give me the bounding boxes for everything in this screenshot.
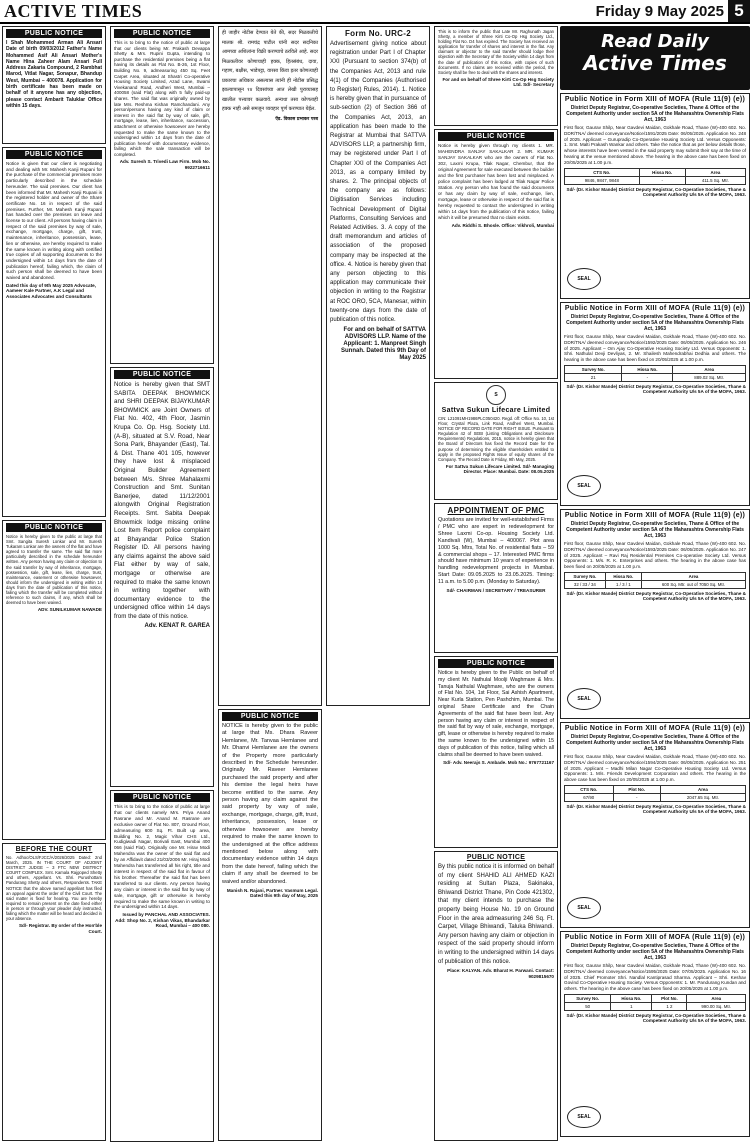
column-1: [2, 26, 106, 1144]
notice-title: PUBLIC NOTICE: [114, 793, 210, 802]
table-cell: -: [613, 793, 660, 801]
table-cell: -: [622, 373, 673, 381]
notice-body: This is to bring to the notice of public at large that our clients being Mr. Prakash Devappa Shetty & Mrs. Rupini Gupta, intending to purchase the residential premises being a flat having its details as Flat No. B-26, 1st Floor, Building No. 9, admeasuring 450 Sq. Feet Carpet Area, situated at Shastri Co-operative Housing Society Limited, Azad Lane, Swami Vivekanand Road, Andheri West, Mumbai – 400058 (said Flat) along with 5 fully paid-up shares. The said flat was originally owned by late Mrs. Reshma Kishan Ramchandani. Any person/persons having any kind of claim or interest in the said flat by way of sale, gift, mortgage, lease, lien, inheritance, succession, attachment or otherwise howsoever are hereby requested to make the same known to the undersigned within 14 days from the date of publication hereof with documentary evidence, failing which the sale transaction will be completed.: [114, 40, 210, 157]
column-6: [560, 26, 750, 1144]
notice-signature: Sd/- (Dr. Kishor Mande) District Deputy Registrar, Co-Operative Societies, Thane & Competent Authority U/s 5A of the MOFA, 1963.: [566, 803, 746, 815]
table-header: Area: [687, 994, 746, 1002]
notice-signature: Manish N. Rajani, Partner. Vasmum Legal. Dated this 9th day of May, 2025: [226, 887, 318, 899]
page-number: 5: [728, 0, 750, 22]
notice-body: No. Adhoc/OLS/FJCC/A/2026/2025 Dated: 2nd March, 2025. IN THE COURT OF ADJOINT DISTRICT JUDGE – 3 FTC NEW DISTRICT COURT COMPLEX. Smt. Kamala Rajgoped Shetty and others, Appellant. Vs. Shri. Purushottam Pandurang Shetty and others, Respondents. TAKE NOTICE that the above named appellant has filed an appeal against the order of the Civil Court. The said matter is fixed for hearing. You are hereby required to remain present on the date fixed either in person or through your pleader duly instructed, failing which the matter will be heard and decided in your absence.: [6, 855, 102, 922]
notice-signature: ADV. SUNILKUMAR NAWADE: [37, 607, 102, 613]
notice-title: Public Notice in Form XIII of MOFA (Rule 11(9) (e)): [564, 305, 746, 312]
notice-signature: Adv. Riddhi S. Bhosle. Office: Vikhroli, Mumbai: [451, 223, 554, 228]
table-cell: 2047.65 Sq. Mtr.: [660, 793, 745, 801]
table-header: Hissa No.: [611, 994, 652, 1002]
notice-marathi: [218, 26, 322, 706]
notice-body: Notice is hereby given through my clients 1. MR. MAHENDRA SANJAY SAKALKAR 2. MR. KUMAR SANJAY SAKALKAR who are the owners of Flat No. 302, Laxmi Krupa, Tilak Nagar, Chembur, that the original Agreement for sale executed between the builder and the first purchaser has been lost and misplaced. A police complaint has been lodged at Tilak Nagar Police Station. Any person who has found the said documents or has any claim by way of sale, exchange, lien, mortgage, lease or otherwise in respect of the said flat is hereby requested to contact the undersigned in writing within 14 days from the publication of this notice, failing which it will be presumed that no claim exists.: [438, 143, 554, 220]
official-seal-icon: SEAL: [567, 688, 601, 710]
notice-body: ही जाहीर नोटीस देण्यात येते की, सदर मिळकतीचे मालक श्री. रामचंद्र पाटील यांनी सदर सदनिका आमच्या अशिलांना विक्री करण्याचे ठरविले आहे. सदर मिळकतीवर कोणाचाही हक्क, हितसंबंध, दावा, गहाण, बक्षीस, भाडेपट्टा, वारसा किंवा इतर कोणत्याही प्रकारचा अधिकार असल्यास त्यांनी ही नोटीस प्रसिद्ध झाल्यापासून १४ दिवसांच्या आत लेखी पुराव्यासह खालील पत्त्यावर कळवावे. अन्यथा तसा कोणताही हक्क नाही असे समजून व्यवहार पूर्ण करण्यात येईल.: [222, 30, 318, 112]
notice-heading: District Deputy Registrar, Co-operative Societies, Thane & Office of the Competent Authority under section 5A of the Maharashtra Ownership Flats Act, 1963: [566, 314, 744, 332]
notice-rasrane-flat: [110, 790, 214, 1142]
notice-heading: District Deputy Registrar, Co-operative Societies, Thane & Office of the Competent Authority under section 5A of the Maharashtra Ownership Flats Act, 1963: [566, 734, 744, 752]
notice-title: Public Notice in Form XIII of MOFA (Rule 11(9) (e)): [564, 96, 746, 103]
notice-lost-agreement: [110, 367, 214, 787]
notice-signature: Sd/- (Dr. Kishor Mande) District Deputy Registrar, Co-Operative Societies, Thane & Competent Authority U/s 5A of the MOFA, 1963.: [566, 1012, 746, 1024]
official-seal-icon: SEAL: [567, 475, 601, 497]
table-cell: 411.5 Sq. Mtr.: [685, 176, 745, 184]
notice-title: PUBLIC NOTICE: [114, 370, 210, 379]
notice-body: Notice is hereby given that SMT SABITA DEEPAK BHOWMICK and SHRI DEEPAK BIJAYKUMAR BHOWMICK are Joint Owners of Flat No. 402, 4th Floor, Jasmin Krupa Co. Op. Hsg. Society Ltd. (A-B), situated at S.V. Road, Near Sona Park, Bhayander (East), Tal. & Dist. Thane 401 105, however they have lost & misplaced Original Builder Agreement between M/s. Shree Mahalaxmi Construction and Smt. Sunitan Banerjee, dated 11/12/2001 alongwith Original Registration Receipts. Smt. Sabita Deepak Bhowmick lodge missing online Lost Item Report police complaint at Bhayandar Police Station Register ID. All persons having any claims against the above said Flat either by way of sale, mortgage or otherwise are required to make the same known in writing together with documentary evidence to the undersigned office within 14 days from the date of this notice.: [114, 381, 210, 621]
notice-title: PUBLIC NOTICE: [222, 712, 318, 721]
notice-title: BEFORE THE COURT: [15, 846, 93, 853]
mofa-notice-3: [560, 509, 750, 719]
notice-title: Sattva Sukun Lifecare Limited: [441, 407, 551, 414]
notice-heading: District Deputy Registrar, Co-operative Societies, Thane & Office of the Competent Authority under section 5A of the Maharashtra Ownership Flats Act, 1963: [566, 943, 744, 961]
issue-date: Friday 9 May 2025: [595, 3, 724, 20]
notice-society-transfer: [434, 26, 558, 126]
table-header: Plot No.: [613, 785, 660, 793]
mofa-notice-2: [560, 302, 750, 506]
notice-body: NOTICE is hereby given to the public at large that Ms. Dhara Raveer Hemlanee, Mr. Tanvaa Hemlanee and Mr. Dhanvi Hemlanee are the owners of the Property more particularly described in the Schedule hereunder. Originally Mr. Raveer Hemlanee purchased the said property and after his demise the legal heirs have become entitled to the same. Any person having any claim against the said property by way of sale, exchange, mortgage, charge, gift, trust, inheritance, possession, lease or otherwise howsoever are hereby required to make the same known to the undersigned at the office address mentioned below along with documentary evidence within 14 days from the date hereof, failing which the claim if any shall be deemed to be waived and/or abandoned.: [222, 723, 318, 885]
mofa-notice-4: [560, 722, 750, 928]
table-header: Area: [685, 168, 745, 176]
notice-form-urc2: [326, 26, 430, 706]
table-header: Area: [673, 365, 746, 373]
notice-body: First floor, Gaurav Shilp, Near Gavdevi Maidan, Gokhale Road, Thane (W)-400 602. No. DDR/TNA/ deemed conveyance/Notice/1591/2025 Date: 06/05/2025. Application No. 248 of 2025. Applicant – Gurupradip Co-Operative Housing Society Ltd. Versus Opponents: 1. Smt. Malti Prakash Wankar and others. Take the notice that as per below details those, whose interests have been vested in the said property may submit their say at the time of hearing at the venue mentioned above. The hearing in the above case has been fixed on 20/05/2025 at 1.00 p.m.: [564, 125, 746, 165]
notice-title: Form No. URC-2: [345, 29, 411, 38]
notice-signature: Place: KALYAN. Adv. Bharat H. Parwani. Contact: 9029815670: [447, 968, 554, 979]
notice-signature: ऍड. विकास प्रभाकर परब: [275, 116, 318, 122]
table-header: Area: [641, 572, 745, 580]
notice-title: PUBLIC NOTICE: [438, 659, 554, 668]
table-cell: 1: [611, 1002, 652, 1010]
property-table: [564, 994, 746, 1011]
notice-commercial-premises: [2, 147, 106, 517]
mofa-notice-5: [560, 931, 750, 1137]
table-cell: 21: [565, 373, 622, 381]
notice-signature: Sd/- Adv. Neerajs S. Ambade. Mob No.: 9767721167: [443, 760, 554, 766]
notice-body: First floor, Gaurav Shilp, Near Gavdevi Maidan, Gokhale Road, Thane (W)-400 602. No. DDR/TNA/ deemed conveyance/Notice/1594/2025 Date: 06/05/2025. Application No. 251 of 2025. Applicant – Madhi Milan Nagar Co-Operative Housing Society Ltd. Versus Opponents: 1. M/s. Friends Development Corporation and others. The hearing in the above case has been fixed on 20/05/2025 at 1.00 p.m.: [564, 754, 746, 783]
newspaper-brand: ACTIVE TIMES: [4, 1, 143, 21]
notice-appointment-pmc: [434, 503, 558, 653]
table-cell: 990.00 Sq. Mtr.: [687, 1002, 746, 1010]
notice-body: Notice is hereby given to the public at large that Smt. Sangita Suresh Lonkar and Mr. Suresh Tukaram Lonkar are the owners of the flat and have agreed to transfer the same. The said flat more particularly described in the schedule hereunder written. Any person having any claim or objection to the said transfer by way of inheritance, mortgage, possession, sale, gift, lease, lien, charge, trust, maintenance, easement or otherwise howsoever, should inform the undersigned in writing within 14 days from the date of publication of this notice, failing which the transfer will be completed without reference to such claims, if any, which shall be deemed to have been waived.: [6, 534, 102, 606]
notice-signature: Adv. KENAT R. GAREA: [144, 622, 210, 629]
column-5: [434, 26, 558, 1144]
table-cell: 67/90: [565, 793, 614, 801]
notice-body: Advertisement giving notice about registration under Part I of Chapter XXI (Pursuant to section 374(b) of the Companies Act, 2013 and rule 4(1) of the Companies (Authorised to Register) Rules, 2014). 1. Notice is hereby given that in pursuance of sub-section (2) of Section 366 of the Companies Act, 2013, an application has been made to the Registrar at Mumbai that SATTVA ADVISORS LLP, a partnership firm, may be registered under Part I of Chapter XXI of the Companies Act 2013, as a company limited by shares. 2. The principal objects of the company are as follows: Digitisation Services including Technical Development of Digital Platforms, Consulting Services and Related Activities. 3. A copy of the draft memorandum and articles of association of the proposed company may be inspected at the office. 4. Notice is hereby given that any person objecting to this application may communicate their objection in writing to the Registrar at ROC ORO, 5CA, Manesar, within twenty-one days from the date of publication of this notice.: [330, 41, 426, 324]
notice-kazi-property: [434, 851, 558, 1141]
notice-flat-purchase: [110, 26, 214, 364]
official-seal-icon: SEAL: [567, 897, 601, 919]
table-header: Survey No.: [565, 572, 606, 580]
table-header: Survey No.: [565, 365, 622, 373]
table-header: Hissa No.: [605, 572, 641, 580]
property-table: [564, 168, 746, 185]
masthead: [0, 0, 750, 24]
table-cell: 889.02 Sq. Mtr.: [673, 373, 746, 381]
notice-body: First floor, Gaurav Shilp, Near Gavdevi Maidan, Gokhale Road, Thane (W)-400 602. No. DDR/TNA/ deemed conveyance/Notice/1595/2025 Date: 07/05/2025. Application No. 16 of 2025. Chief Promoter Shri. Nandlal Kantiprasad Sharma. Applicant – Shri. Keshav Govind Co-Operative Housing Society. Versus Opponents: 1. Mr. Pandurang Kundan and others. The hearing in the above case has been fixed on 20/05/2025 at 1.00 p.m.: [564, 963, 746, 992]
notice-signature: Dated this day of 9th May 2025 Advocate, Aameer Kale Partner, A.K Legal and Associates Advocates and Consultants: [6, 282, 96, 299]
mofa-notice-1: [560, 93, 750, 299]
table-header: Survey No.: [565, 994, 611, 1002]
notice-sattva-record-date: [434, 382, 558, 500]
banner-line-1: Read Daily: [601, 31, 709, 52]
column-4: [326, 26, 430, 1144]
table-header: CTS No.: [565, 168, 640, 176]
notice-title: APPOINTMENT OF PMC: [447, 506, 545, 515]
notice-signature: Sd/- (Dr. Kishor Mande) District Deputy Registrar, Co-Operative Societies, Thane & Competent Authority U/s 5A of the MOFA, 1963.: [566, 186, 746, 197]
table-header: Plot No.: [652, 994, 687, 1002]
notice-hemlanee-property: [218, 709, 322, 1141]
company-logo-icon: S: [486, 385, 506, 405]
notice-body: First floor, Gaurav Shilp, Near Gavdevi Maidan, Gokhale Road, Thane (W)-400 602. No. DDR/TNA/ deemed conveyance/Notice/1593/2025 Date: 06/05/2025. Application No. 247 of 2025. Applicant – Ravi Raj Residential Premises Co-operative Society Ltd. Versus Opponents: 1. M/s. R. K. Enterprises and others. The hearing in the above case has been fixed on 20/05/2025 at 1.00 p.m.: [564, 541, 746, 570]
notice-body: Notice is given that our client is negotiating and dealing with Mr. Mahesh Kanji Rupani for the purchase of the commercial premises more particularly described in the schedule hereunder. The said premises. Our client has been informed that Mr. Mahesh Kanji Rupani is the registered holder and owner of the Share certificate No. 16 in respect of the said premises. Further, Mr. Mahesh Kanji Rupani has handed over the premises on leave and license to our client. All persons having claim in respect of the said premises by way of sale, exchange, mortgage, charge, gift, trust, maintenance, inheritance, possession, lease, lien or otherwise, are hereby required to make the same known in writing along with certified true copies of all supporting documents to the undersigned within 14 days from the date of publication hereof, failing which, the claim of such person shall be deemed to have been waived and abandoned.: [6, 161, 103, 281]
notice-body: This is to inform the public that Late Mr. Raghunath Jagan Shetty, a member of Shree Kirti Co-Op Hsg Society Ltd., holding Flat No. D4 has expired. The Society has received an application for transfer of shares and interest in the flat. Any claimant or objector to the said transfer should lodge their objection with the Secretary of the Society within 14 days from the date of publication of this notice, with copies of such documents. If no claims are received within the period, the Society shall be free to deal with the shares and interest.: [438, 29, 554, 75]
official-seal-icon: SEAL: [567, 268, 601, 290]
official-seal-icon: SEAL: [567, 1106, 601, 1128]
table-header: CTS No.: [565, 785, 614, 793]
notice-signature: For and on behalf of Shree Kirti Co-Op Hsg Society Ltd. Sd/- Secretary: [442, 76, 554, 88]
table-cell: 600 Sq. Mtr. out of 7050 Sq. Mtr.: [641, 580, 745, 588]
notice-signature: Sd/- CHAIRMAN / SECRETARY / TREASURER: [446, 588, 546, 594]
notice-body: Notice is hereby given to the Public on behalf of my client Mr. Nathulal Moolji Waghmare & Mrs. Tanuja Nathulal Waghmare, who are the owners of Flat No. 104, 1st Floor, Sai Ashish Apartment, Near Kurla Station, Pen Pashchim, Mumbai. The original Share Certificate and the Chain Agreements of the said flat have been lost. Any person having any claim or interest in respect of the said flat by way of sale, exchange, mortgage, gift, lease or otherwise is hereby required to make the same known to the undersigned within 15 days of publication of this notice, failing which all claims shall be deemed to have been waived.: [438, 670, 554, 758]
notice-body: I Shah Mohammed Arman Ali Ansari Date of birth 09/03/2012 Father's Name Mohammed Asif Ali Ansari Mother's Name Hina Zaheer Alam Ansari Full Address Zakaria Compound, 2 Rambhat Marod, Vitlat Nagar, Sonapur, Bhandup West, Mumbai – 400078. Application for birth certificate has been made on behalf of it anyone has any objection, please contact Ambarit Taluklar Office within 15 days.: [6, 40, 102, 109]
notice-heading: District Deputy Registrar, Co-operative Societies, Thane & Office of the Competent Authority under section 5A of the Maharashtra Ownership Flats Act, 1963: [566, 105, 744, 123]
notice-court-appeal: [2, 843, 106, 1141]
notice-title: PUBLIC NOTICE: [438, 132, 554, 141]
column-3: [218, 26, 322, 1144]
table-header: Area: [660, 785, 745, 793]
notice-title: Public Notice in Form XIII of MOFA (Rule 11(9) (e)): [564, 934, 746, 941]
table-header: Hissa No.: [622, 365, 673, 373]
notice-signature: Sd/- (Dr. Kishor Mande) District Deputy Registrar, Co-Operative Societies, Thane & Competent Authority U/s 5A of the MOFA, 1963.: [566, 383, 746, 395]
notice-heading: District Deputy Registrar, Co-operative Societies, Thane & Office of the Competent Authority under section 5A of the Maharashtra Ownership Flats Act, 1963: [566, 521, 744, 539]
table-cell: 9846, 9847, 9848: [565, 176, 640, 184]
notice-signature: Issued by PANCHAL AND ASSOCIATES. Add: Shop No. 2, Kishan Vikas, Bhandarkar Road, Mumbai – 400 080.: [115, 912, 210, 929]
notice-body: First floor, Gaurav Shilp, Near Gavdevi Maidan, Gokhale Road, Thane (W)-400 602. No. DDR/TNA/ deemed conveyance/Notice/1592/2025 Date: 06/05/2025. Application No. 246 of 2025. Applicant – Om Ajay Co-Operative Housing Society Ltd. Versus Opponents: 1. Shri. Nathulal Devji Devliyas, 2. Mr. Shailesh Mahendrabhai Dedhia and others. The hearing in the above case has been fixed on 20/05/2025 at 1.00 p.m.: [564, 334, 746, 363]
notice-body: By this public notice it is informed on behalf of my client SHAHID ALI AHMED KAZI residing at Sultan Plaza, Sakinaka, Bhiwandi District Thane, Pin Code 421302, that my client intends to purchase the property being House No. 19 on Ground Floor in the area admeasuring 246 Sq. Ft. Carpet, Village Bhiwandi, Taluka Bhiwandi. Any person having any claim or objection in respect of the said property should inform in writing to the undersigned within 14 days of publication of this notice.: [438, 864, 554, 965]
notice-title: PUBLIC NOTICE: [466, 854, 526, 861]
notice-title: PUBLIC NOTICE: [114, 29, 210, 38]
notice-title: PUBLIC NOTICE: [6, 29, 102, 38]
notice-flat-transfer: [2, 520, 106, 840]
notice-signature: For and on behalf of SATTVA ADVISORS LLP. Name of the Applicant: 1. Manpreet Singh Sunnah. Dated this 9th Day of May 2025: [340, 327, 426, 362]
notice-title: Public Notice in Form XIII of MOFA (Rule 11(9) (e)): [564, 725, 746, 732]
property-table: [564, 785, 746, 802]
notice-body: Quotations are invited for well-established Firms / PMC who are expert in redevelopment for Shree Laxmi Co-op. Housing Society Ltd. Kandivali (W), Mumbai – 400067. Plot area 1000 Sq. Mtrs, Total No. of residential flats – 59 & commercial shops – 17. Interested PMC firms should have minimum 10 years of experience in handling redevelopment projects in Mumbai. Start Date: 09.05.2025 to 23.05.2025. Timing: 11 a.m. to 5.00 p.m. (Monday to Saturday).: [438, 517, 554, 586]
notice-signature: For Sattva Sukun Lifecare Limited. Sd/- Managing Director. Place: Mumbai. Date: 08.05.2025: [445, 463, 554, 475]
property-table: [564, 365, 746, 382]
property-table: [564, 572, 746, 589]
notice-birth-certificate: [2, 26, 106, 144]
notice-waghmare-flat: [434, 656, 558, 848]
notice-title: Public Notice in Form XIII of MOFA (Rule 11(9) (e)): [564, 512, 746, 519]
table-cell: 50: [565, 1002, 611, 1010]
table-cell: 32 / 33 / 34: [565, 580, 606, 588]
table-header: Hissa No.: [639, 168, 685, 176]
read-daily-banner: [560, 26, 750, 90]
notice-body: This is to bring to the notice of public at large that our clients namely Mrs. Priya Anand Rasrane and Mr. Anand M. Rasrane are exclusive owner of Flat No. 807, Ground Floor, admeasuring 600 Sq. Ft. Built up area, Building No. 2, Magic Vihar CHS Ltd., Kudigiwadi Nagar, Borivali East, Mumbai 400 066 (said Flat). Originally one Mr. Hirav Modi Mahendra was the owner of the said flat and by an Affidavit dated 21/03/2006 Mr. Hiraj Modi Mahendra has transferred all his right, title and interest in respect of the said flat in favour of his brother. Thereafter the said flat has been transferred to our clients. Any person having any claim or interest in the said flat by way of sale, mortgage, gift or otherwise is hereby required to make the same known in writing to the undersigned within 14 days.: [114, 804, 210, 910]
table-cell: 1 2: [652, 1002, 687, 1010]
notice-title: PUBLIC NOTICE: [6, 523, 102, 532]
column-2: [110, 26, 214, 1144]
notice-signature: Adv. Suresh S. Trivedi Law Firm. Mob No. 9922716611: [119, 159, 210, 170]
banner-line-2: Active Times: [583, 51, 727, 75]
notice-sakalkar-flat: [434, 129, 558, 379]
notice-signature: Sd/- Registrar. By order of the Hon'ble Court.: [18, 923, 102, 934]
notice-title: PUBLIC NOTICE: [6, 150, 102, 159]
table-cell: 1 / 3 / 1: [605, 580, 641, 588]
notice-body: CIN: L21091MH1986PLC050420. Regd. off: Office No. 10, 1st Floor, Crystal Plaza, Link Road, Andheri West, Mumbai. NOTICE OF RECORD DATE FOR RIGHT ISSUE. Pursuant to Regulation 42 of SEBI (Listing Obligations and Disclosure Requirements) Regulations, 2015, notice is hereby given that the Board of Directors has fixed the Record Date for the purpose of determining the eligible shareholders entitled to apply in the proposed Rights Issue of equity shares of the Company. The Record Date is Friday, 9th May, 2025.: [438, 416, 554, 462]
table-cell: -: [639, 176, 685, 184]
notice-signature: Sd/- (Dr. Kishor Mande) District Deputy Registrar, Co-Operative Societies, Thane & Competent Authority U/s 5A of the MOFA, 1963.: [566, 590, 746, 602]
